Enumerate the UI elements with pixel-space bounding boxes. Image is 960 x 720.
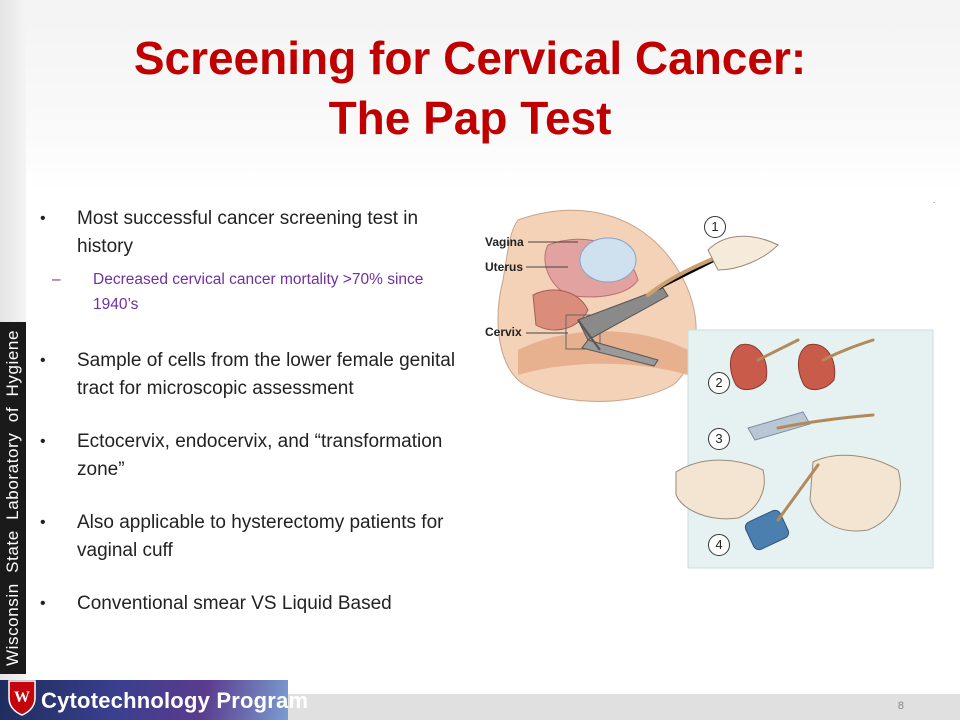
crest-letter: W [14, 689, 30, 706]
label-vagina: Vagina [485, 235, 524, 249]
bullet-item [40, 428, 470, 484]
slide-title-line1: Screening for Cervical Cancer: [133, 32, 807, 84]
step-1-badge: 1 [704, 216, 726, 238]
label-cervix: Cervix [485, 325, 522, 339]
step-3-badge: 3 [708, 428, 730, 450]
sub-bullet-text: Decreased cervical cancer mortality >70% since 1940’s [93, 271, 424, 313]
bullet-text: Most successful cancer screening test in history [77, 208, 419, 257]
sub-bullet-dash: – [52, 271, 61, 288]
label-uterus: Uterus [485, 260, 524, 274]
bullet-text: Also applicable to hysterectomy patients for vaginal cuff [77, 512, 444, 561]
bullet-item [40, 509, 470, 565]
slide-title [40, 28, 900, 148]
slide-title-line2: The Pap Test [328, 92, 612, 144]
bullet-text: Sample of cells from the lower female genital tract for microscopic assessment [77, 350, 456, 399]
pap-test-illustration [478, 200, 938, 580]
stray-dot: . [933, 196, 936, 205]
bullet-item [40, 347, 470, 403]
university-crest-icon [7, 678, 37, 716]
program-label: Cytotechnology Program [41, 688, 309, 713]
step-2-badge: 2 [708, 372, 730, 394]
bullet-text: Conventional smear VS Liquid Based [77, 593, 392, 614]
sidebar-label [0, 322, 26, 674]
illustration-graphic [478, 200, 938, 580]
sidebar-label-text: Wisconsin State Laboratory of Hygiene [3, 329, 23, 667]
bullet-item [40, 205, 470, 261]
bullet-item [40, 590, 470, 618]
sub-bullet-item [52, 267, 470, 317]
bullet-list [40, 205, 470, 643]
page-number: 8 [897, 700, 904, 712]
bullet-text: Ectocervix, endocervix, and “transformation zone” [77, 431, 443, 480]
step-4-badge: 4 [708, 534, 730, 556]
